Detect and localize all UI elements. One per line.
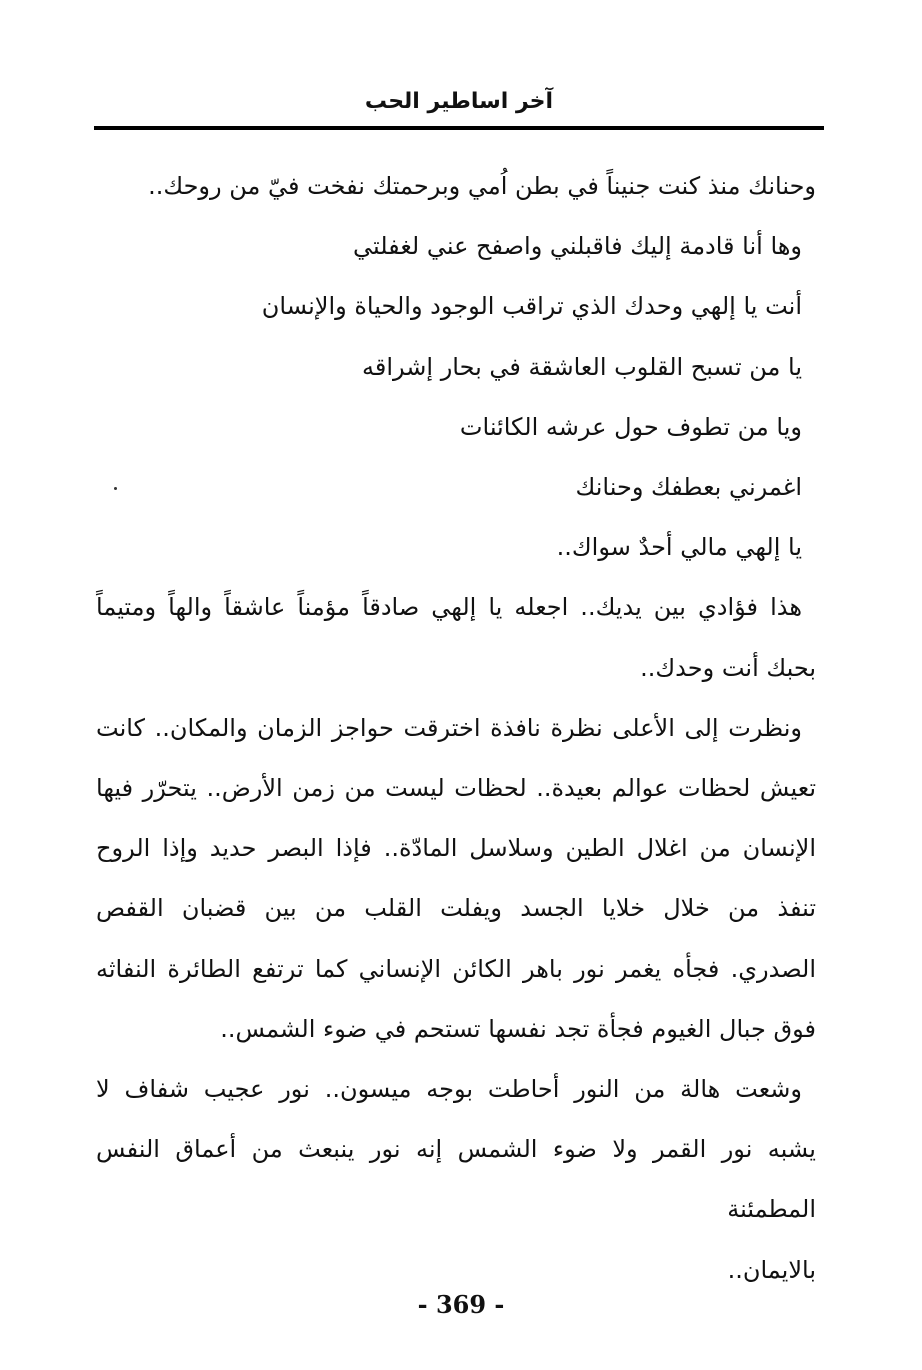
text-line: هذا فؤادي بين يديك.. اجعله يا إلهي صادقاً مؤمناً عاشقاً والهاً ومتيماً: [96, 593, 802, 622]
body-text: [96, 156, 816, 1300]
text-line: الصدري. فجأه يغمر نور باهر الكائن الإنساني كما ترتفع الطائرة النفاثه: [96, 954, 816, 983]
text-line: وها أنا قادمة إليك فاقبلني واصفح عني لغفلتي: [352, 232, 802, 261]
text-line: بالايمان..: [727, 1255, 816, 1284]
text-line: أنت يا إلهي وحدك الذي تراقب الوجود والحياة والإنسان: [261, 292, 802, 321]
print-speck: [114, 487, 117, 490]
page-number: - 369 -: [417, 1290, 505, 1319]
text-line: اغمرني بعطفك وحنانك: [575, 473, 802, 502]
text-line: يا إلهي مالي أحدٌ سواك..: [556, 533, 802, 562]
text-line: فوق جبال الغيوم فجأة تجد نفسها تستحم في ضوء الشمس..: [220, 1014, 816, 1043]
text-line: وشعت هالة من النور أحاطت بوجه ميسون.. نور عجيب شفاف لا: [96, 1075, 802, 1104]
running-header-title: آخر اساطير الحب: [364, 89, 554, 114]
text-line: وحنانك منذ كنت جنيناً في بطن اُمي وبرحمتك نفخت فيّ من روحك..: [148, 172, 816, 200]
text-line: ونظرت إلى الأعلى نظرة نافذة اخترقت حواجز الزمان والمكان.. كانت: [96, 713, 802, 742]
text-line: ويا من تطوف حول عرشه الكائنات: [459, 412, 802, 441]
text-line: تنفذ من خلال خلايا الجسد ويفلت القلب من بين قضبان القفص: [96, 894, 816, 923]
text-line: بحبك أنت وحدك..: [640, 653, 816, 682]
header-divider: [94, 126, 824, 130]
text-line: الإنسان من اغلال الطين وسلاسل المادّة.. فإذا البصر حديد وإذا الروح: [96, 834, 816, 863]
text-line: يا من تسبح القلوب العاشقة في بحار إشراقه: [362, 352, 802, 381]
text-line: يشبه نور القمر ولا ضوء الشمس إنه نور ينبعث من أعماق النفس المطمئنة: [96, 1135, 816, 1224]
text-line: تعيش لحظات عوالم بعيدة.. لحظات ليست من زمن الأرض.. يتحرّر فيها: [96, 774, 816, 803]
